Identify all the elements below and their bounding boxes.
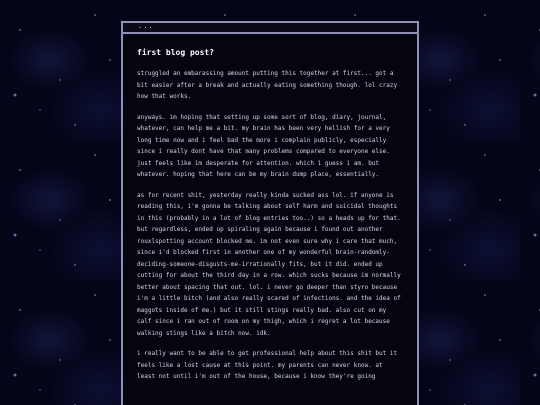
post-content (123, 34, 417, 383)
post-paragraph: as for recent shit, yesterday really kinda sucked ass lol. if anyone is reading this, i'm gonna be talking about self harm and suicidal thoughts in this (probably in a lot of blog entries too..) so a heads up for that. but regardless, ended up spiraling again because i found out another rouxlspotting account blocked me. im not even sure why i care that much, since i'd blocked first in another one of my wonderful brain-randomly-deciding-someone-disgusts-me-irrationally fits, but it did. ended up cutting for about the third day in a row. which sucks because im normally better about spacing that out. lol. i never go deeper than styro because i'm a little bitch (and also really scared of infections. and the idea of maggots inside of me.) but it still stings really bad. also cut on my calf since i ran out of room on my thigh, which i regret a lot because walking stings like a bitch now. idk. (137, 191, 401, 337)
post-paragraph: i really want to be able to get professional help about this shit but it feels like a lost cause at this point. my parents can never know. at least not until i'm out of the house, because i know they're going (137, 350, 398, 380)
post-paragraph: anyways. im hoping that setting up some sort of blog, diary, journal, whatever, can help me a bit. my brain has been very hellish for a very long time now and i feel bad the more i complain publicly, especially since i really dont have that many problems compared to everyone else. just feels like im desperate for attention. which i guess i am. but whatever. hoping that here can be my brain dump place, essentially. (137, 113, 390, 178)
post-title: first blog post? (137, 48, 215, 57)
blog-window (121, 21, 419, 405)
post-paragraph: struggled an embarassing amount putting this together at first... got a bit easier after a break and actually eating something though. lol crazy how that works. (137, 70, 398, 100)
window-title: ... (138, 22, 154, 30)
window-titlebar (123, 23, 417, 34)
